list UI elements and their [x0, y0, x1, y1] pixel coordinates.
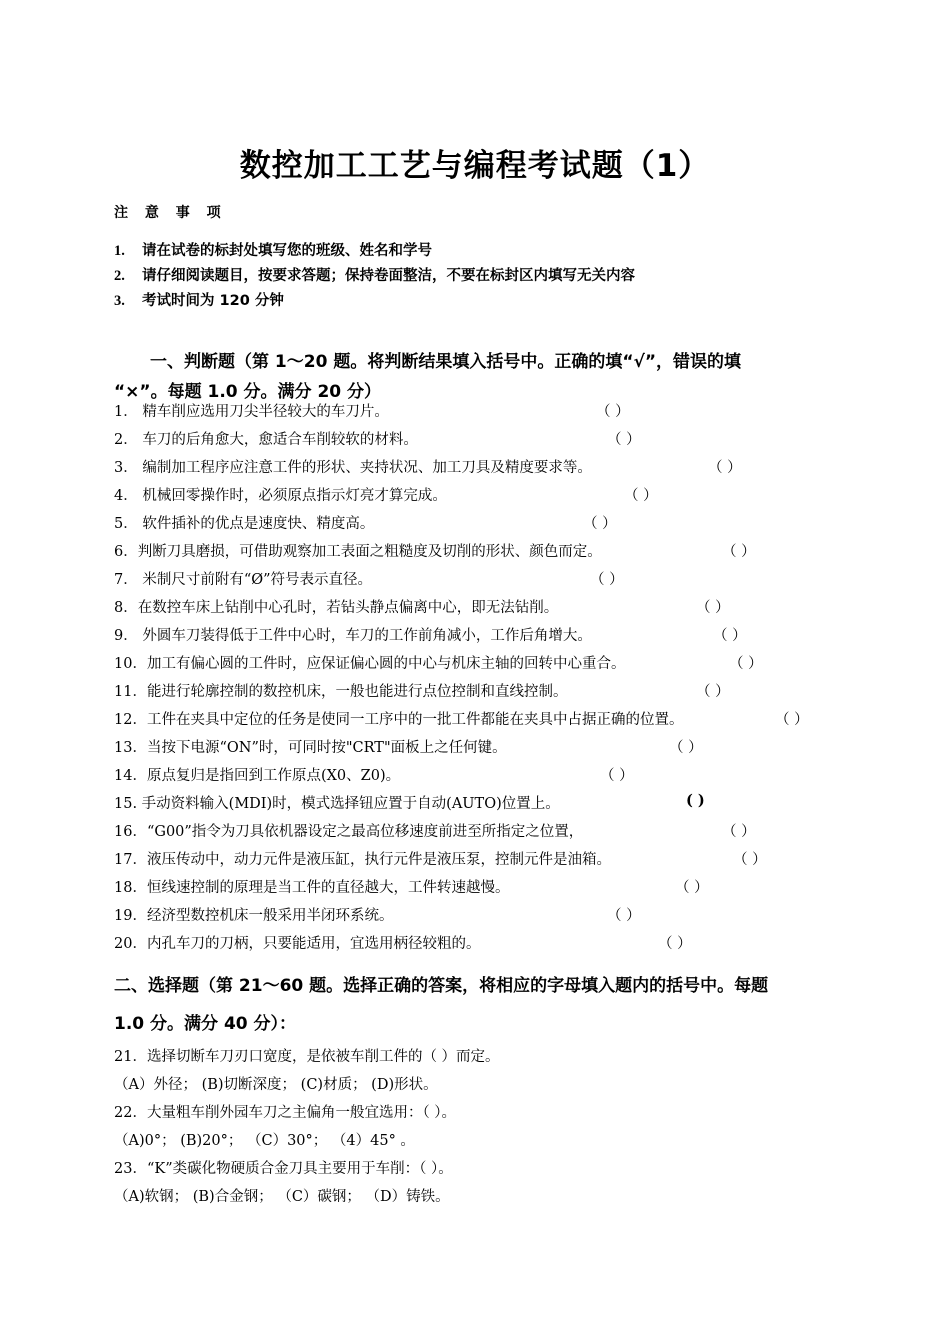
- answer-blank: ( ): [686, 792, 705, 809]
- judge-question: 3． 编制加工程序应注意工件的形状、夹持状况、加工刀具及精度要求等。: [114, 460, 592, 476]
- answer-blank: （ ）: [658, 936, 692, 952]
- answer-blank: （ ）: [708, 460, 742, 476]
- judge-question: 14．原点复归是指回到工作原点(X0、Z0)。: [114, 768, 401, 784]
- judge-question: 16．“G00”指令为刀具依机器设定之最高位移速度前进至所指定之位置，: [114, 824, 584, 840]
- notice-item-number: 2.: [114, 268, 125, 284]
- page-title: 数控加工工艺与编程考试题（1）: [239, 148, 711, 184]
- section1-heading-line2: “×”。每题 1.0 分。满分 20 分）: [114, 382, 382, 402]
- answer-blank: （ ）: [713, 628, 747, 644]
- judge-question: 15. 手动资料输入(MDI)时，模式选择钮应置于自动(AUTO)位置上。: [114, 796, 560, 812]
- answer-blank: （ ）: [722, 544, 756, 560]
- judge-question: 8．在数控车床上钻削中心孔时，若钻头静点偏离中心，即无法钻削。: [114, 600, 559, 616]
- answer-blank: （ ）: [696, 684, 730, 700]
- answer-blank: （ ）: [607, 908, 641, 924]
- judge-question: 10．加工有偏心圆的工件时，应保证偏心圆的中心与机床主轴的回转中心重合。: [114, 656, 626, 672]
- judge-question: 5． 软件插补的优点是速度快、精度高。: [114, 516, 375, 532]
- choice-question: 23．“K”类碳化物硬质合金刀具主要用于车削：（ ）。: [114, 1161, 453, 1177]
- choice-options: （A）外径； (B)切断深度； (C)材质； (D)形状。: [114, 1077, 438, 1093]
- notice-item-number: 1.: [114, 243, 125, 259]
- answer-blank: （ ）: [729, 656, 763, 672]
- judge-question: 1． 精车削应选用刀尖半径较大的车刀片。: [114, 404, 389, 420]
- judge-question: 2． 车刀的后角愈大，愈适合车削较软的材料。: [114, 432, 418, 448]
- answer-blank: （ ）: [590, 572, 624, 588]
- answer-blank: （ ）: [624, 488, 658, 504]
- judge-question: 18．恒线速控制的原理是当工件的直径越大，工件转速越慢。: [114, 880, 510, 896]
- judge-question: 20．内孔车刀的刀柄，只要能适用，宜选用柄径较粗的。: [114, 936, 481, 952]
- judge-question: 17．液压传动中，动力元件是液压缸，执行元件是液压泵，控制元件是油箱。: [114, 852, 611, 868]
- section2-heading-line1: 二、选择题（第 21～60 题。选择正确的答案，将相应的字母填入题内的括号中。每题: [114, 976, 769, 996]
- answer-blank: （ ）: [607, 432, 641, 448]
- judge-question: 7． 米制尺寸前附有“Ø”符号表示直径。: [114, 572, 373, 588]
- notice-item: [114, 239, 432, 260]
- judge-question: 4． 机械回零操作时，必须原点指示灯亮才算完成。: [114, 488, 447, 504]
- section1-heading-line1: 一、判断题（第 1～20 题。将判断结果填入括号中。正确的填“√”，错误的填: [150, 352, 742, 372]
- choice-question: 21．选择切断车刀刃口宽度，是依被车削工件的（ ）而定。: [114, 1049, 500, 1065]
- notice-item-number: 3.: [114, 293, 125, 309]
- answer-blank: （ ）: [596, 404, 630, 420]
- judge-question: 13．当按下电源“ON”时，可同时按"CRT"面板上之任何键。: [114, 740, 507, 756]
- answer-blank: （ ）: [696, 600, 730, 616]
- answer-blank: （ ）: [669, 740, 703, 756]
- judge-question: 11．能进行轮廓控制的数控机床，一般也能进行点位控制和直线控制。: [114, 684, 568, 700]
- notice-item-text: 请仔细阅读题目，按要求答题；保持卷面整洁，不要在标封区内填写无关内容: [142, 268, 635, 284]
- judge-question: 6．判断刀具磨损，可借助观察加工表面之粗糙度及切削的形状、颜色而定。: [114, 544, 602, 560]
- choice-question: 22．大量粗车削外园车刀之主偏角一般宜选用：（ ）。: [114, 1105, 457, 1121]
- judge-question: 9． 外圆车刀装得低于工件中心时，车刀的工作前角减小，工作后角增大。: [114, 628, 592, 644]
- notice-item: [114, 289, 284, 310]
- notice-item: [114, 264, 635, 285]
- answer-blank: （ ）: [722, 824, 756, 840]
- notice-item-text: 请在试卷的标封处填写您的班级、姓名和学号: [142, 243, 432, 259]
- judge-question: 19．经济型数控机床一般采用半闭环系统。: [114, 908, 394, 924]
- answer-blank: （ ）: [675, 880, 709, 896]
- answer-blank: （ ）: [583, 516, 617, 532]
- notice-item-text: 考试时间为 120 分钟: [142, 293, 284, 309]
- notice-heading: 注 意 事 项: [114, 205, 227, 221]
- choice-options: （A)0°； (B)20°； （C）30°； （4）45° 。: [114, 1133, 415, 1149]
- answer-blank: （ ）: [733, 852, 767, 868]
- judge-question: 12．工件在夹具中定位的任务是使同一工序中的一批工件都能在夹具中占据正确的位置。: [114, 712, 684, 728]
- choice-options: （A)软钢； (B)合金钢； （C）碳钢； （D）铸铁。: [114, 1189, 450, 1205]
- section2-heading-line2: 1.0 分。满分 40 分）：: [114, 1014, 297, 1034]
- answer-blank: （ ）: [775, 712, 809, 728]
- answer-blank: （ ）: [600, 768, 634, 784]
